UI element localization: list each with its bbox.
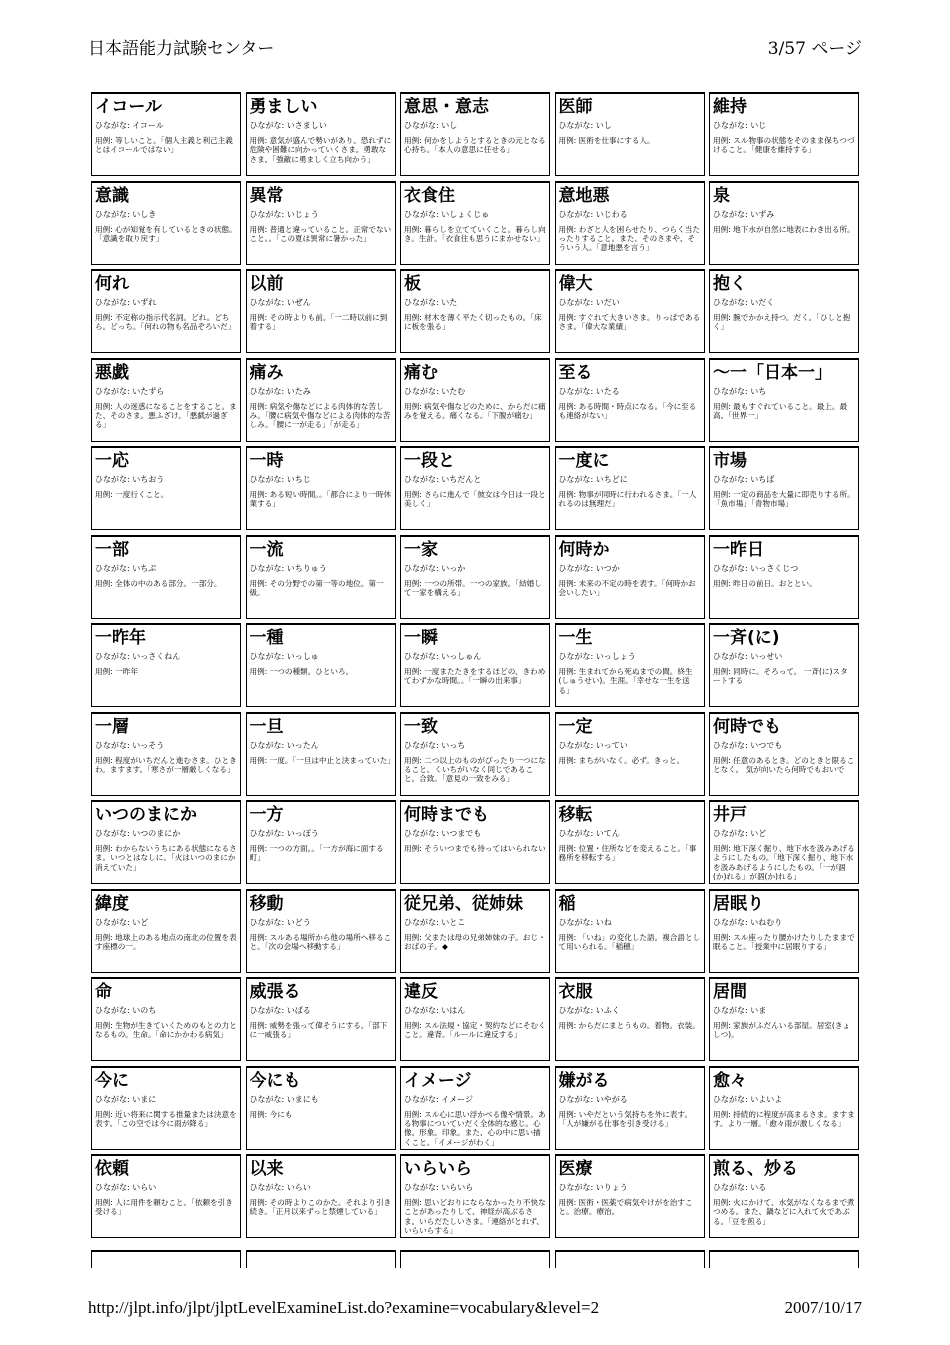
entry-word: 痛む [404, 362, 438, 383]
vocab-entry [246, 535, 396, 619]
vocab-entry [555, 712, 705, 796]
entry-reading: ひながな: いち [713, 386, 767, 396]
vocab-entry [555, 446, 705, 530]
entry-reading: ひながな: いずれ [95, 298, 157, 307]
entry-example: 用例: その分野での第一等の地位。第一級。 [249, 578, 384, 597]
entry-word: 一層 [95, 716, 129, 737]
entry-word: イコール [95, 97, 162, 117]
entry-reading: ひながな: いまにも [249, 1094, 319, 1104]
entry-reading: ひながな: いだい [558, 298, 620, 307]
entry-example: 用例: スル心に思い浮かべる像や情景。ある物事についていだく全体的な感じ。心像。形象。印象。また、心の中に思い描くこと。「イメージがわく」 [404, 1109, 546, 1147]
entry-word: 抱く [713, 274, 747, 294]
vocab-entry [400, 1066, 550, 1150]
entry-word: 異常 [249, 185, 284, 206]
entry-reading: ひながな: いた [404, 298, 458, 307]
entry-word: 以前 [249, 274, 284, 294]
vocab-entry [246, 269, 396, 353]
entry-example: 用例: 人に用件を頼むこと。「依頼を引き受ける」 [95, 1198, 233, 1217]
entry-reading: ひながな: いっち [404, 740, 466, 750]
entry-word: 今にも [249, 1070, 301, 1091]
entry-reading: ひながな: いらいら [404, 1183, 474, 1192]
vocab-entry [91, 535, 241, 619]
vocab-entry [246, 92, 396, 176]
entry-reading: ひながな: いしき [95, 209, 157, 219]
entry-reading: ひながな: いじょう [249, 209, 319, 219]
vocab-entry [555, 1066, 705, 1150]
vocab-entry [709, 181, 859, 265]
entry-reading: ひながな: いっぽう [249, 829, 319, 838]
cell-edge [246, 1250, 396, 1268]
entry-word: いらいら [404, 1159, 472, 1179]
vocab-entry [555, 269, 705, 353]
entry-example: 用例: 普通と違っていること。正常でないこと。。「この夏は異常に暑かった」 [249, 224, 392, 243]
entry-example: 用例: 近い将来に関する推量または決意を表す。「この空では今に雨が降る」 [95, 1109, 237, 1128]
entry-word: 一瞬 [404, 628, 438, 648]
entry-word: 衣服 [558, 982, 593, 1002]
source-url: http://jlpt.info/jlpt/jlptLevelExamineList.do?examine=vocabulary&level=2 [88, 1298, 600, 1317]
entry-reading: ひながな: いちじ [249, 475, 311, 484]
entry-reading: ひながな: いっそう [95, 740, 165, 750]
entry-example: 用例: 物事が同時に行われるさま。「一人れるのは無理だ」 [558, 490, 697, 509]
entry-reading: ひながな: いね [558, 917, 612, 927]
vocab-entry [400, 800, 550, 884]
cell-edge [555, 1250, 705, 1268]
cell-edge [400, 1250, 550, 1268]
vocab-entry [246, 358, 396, 442]
vocab-entry [246, 1066, 396, 1150]
entry-example: 用例: 等しいこと。「個人主義と利己主義とはイコールではない」 [95, 136, 233, 155]
cell-edge [709, 1250, 859, 1268]
entry-word: 一昨年 [95, 628, 146, 648]
entry-word: 一致 [404, 716, 438, 737]
entry-word: 意識 [95, 185, 129, 206]
entry-example: 用例: 最もすぐれていること。最上。最高。「世界一」 [713, 401, 848, 420]
entry-reading: ひながな: いはん [404, 1006, 466, 1015]
entry-example: 用例: わざと人を困らせたり、つらく当たったりすること。また、そのさまや、そういう人。「意地悪を言う」 [558, 224, 700, 253]
entry-word: 居間 [713, 982, 747, 1002]
entry-example: 用例: からだにまとうもの。着物。衣装。 [558, 1021, 700, 1030]
entry-example: 用例: 一度またたきをするほどの、きわめてわずかな時間。。「一瞬の出来事」 [404, 667, 546, 686]
entry-example: 用例: 何かをしようとするときの元となる心持ち。「本人の意思に任せる」 [404, 136, 546, 155]
entry-example: 用例: 腕でかかえ持つ。だく。「ひしと抱く」 [713, 313, 851, 332]
entry-reading: ひながな: いまに [95, 1094, 157, 1104]
entry-reading: ひながな: いっさくじつ [713, 563, 799, 573]
entry-word: 悪戯 [95, 362, 129, 383]
entry-example: 用例: 意気が盛んで勢いがあり、恐れずに危険や困難に向かっていくさま。勇敢なさま。「強敵に勇ましく立ち向かう」 [249, 136, 392, 164]
entry-reading: ひながな: イコール [95, 121, 164, 130]
entry-word: 愈々 [713, 1070, 747, 1091]
vocab-entry [709, 269, 859, 353]
entry-reading: ひながな: いだく [713, 298, 775, 307]
entry-word: 一斉(に) [713, 628, 780, 648]
entry-example: 用例: 今にも [249, 1109, 293, 1119]
entry-example: 用例: 威勢を張って偉そうにする。「部下に一威張る」 [249, 1021, 388, 1040]
vocab-entry [555, 92, 705, 176]
entry-example: 用例: 全体の中のある部分。一部分。 [95, 578, 222, 588]
vocab-entry [555, 181, 705, 265]
entry-reading: ひながな: いちぶ [95, 563, 157, 573]
entry-example: 用例: 医術・医薬で病気やけがを治すこと。治療。療治。 [558, 1198, 693, 1217]
entry-reading: ひながな: いちおう [95, 475, 165, 484]
entry-word: 井戸 [713, 805, 747, 825]
entry-example: 用例: 地下深く掘り、地下水を汲みあげるようにしたもの。「地下深く掘り、地下水を汲みあげるようにしたもの。「一が涸(か)れる」が涸(か)れる」 [713, 844, 855, 882]
entry-word: 偉大 [558, 274, 593, 294]
entry-word: 何時でも [713, 716, 781, 737]
vocab-entry [246, 977, 396, 1061]
vocab-entry [91, 92, 241, 176]
vocab-entry [400, 535, 550, 619]
entry-example: 用例: その時よりこのかた。それより引き続き。「正月以来ずっと禁煙している」 [249, 1198, 392, 1217]
entry-word: 従兄弟、従姉妹 [404, 893, 523, 914]
entry-word: イメージ [404, 1070, 472, 1091]
entry-word: 一流 [249, 539, 284, 560]
entry-reading: ひながな: いらい [95, 1183, 157, 1192]
entry-word: 市場 [713, 451, 747, 471]
vocab-entry [555, 977, 705, 1061]
entry-reading: ひながな: いどう [249, 917, 311, 927]
entry-example: 用例: 暮らしを立てていくこと。暮らし向き。生計。「衣食住も思うにまかせない」 [404, 224, 546, 243]
entry-reading: ひながな: いつまでも [404, 829, 482, 838]
entry-reading: ひながな: いちどに [558, 475, 628, 484]
entry-word: 煎る、炒る [713, 1159, 798, 1179]
vocab-entry [709, 92, 859, 176]
entry-reading: ひながな: いふく [558, 1006, 620, 1015]
entry-word: 命 [95, 982, 112, 1002]
entry-reading: ひながな: いじわる [558, 209, 628, 219]
vocabulary-grid [91, 92, 859, 1238]
vocab-entry [91, 889, 241, 973]
vocab-entry [400, 446, 550, 530]
entry-example: 用例: いやだという気持ちを外に表す。「人が嫌がる仕事を引き受ける」 [558, 1109, 692, 1128]
entry-reading: ひながな: いやがる [558, 1094, 628, 1104]
entry-reading: ひながな: いらい [249, 1183, 311, 1192]
entry-reading: ひながな: いま [713, 1006, 767, 1015]
entry-example: 用例: 同時に。そろって。 一斉(に)スタートする [713, 667, 848, 686]
entry-example: 用例: そういつまでも待ってはいられない [404, 844, 546, 853]
entry-word: 医師 [558, 97, 593, 117]
entry-example: 用例: 一度行くこと。 [95, 490, 169, 499]
entry-reading: ひながな: いっさくねん [95, 652, 181, 661]
entry-word: 一段と [404, 451, 455, 471]
vocab-entry [91, 358, 241, 442]
entry-reading: ひながな: いちりゅう [249, 563, 327, 573]
entry-example: 用例: わからないうちにある状態になるさま。いつとはなしに。「火はいつのまにか消えていた」 [95, 844, 237, 872]
entry-reading: ひながな: いてん [558, 829, 620, 838]
entry-word: 一方 [249, 805, 284, 825]
vocab-entry [400, 92, 550, 176]
entry-word: ～一「日本一」 [713, 362, 832, 383]
vocab-entry [400, 623, 550, 707]
entry-word: 意思・意志 [404, 97, 489, 117]
entry-reading: ひながな: いつか [558, 563, 620, 573]
entry-reading: ひながな: いたずら [95, 386, 165, 396]
entry-word: 一昨日 [713, 539, 764, 560]
entry-example: 用例: 家族がふだんいる部屋。居室(きょしつ)。 [713, 1021, 851, 1040]
entry-example: 用例: スルある場所から他の場所へ移ること。「次の会場へ移動する」 [249, 932, 392, 951]
entry-example: 用例: 一つの種類。ひといろ。 [249, 667, 354, 676]
entry-reading: ひながな: いりょう [558, 1183, 628, 1192]
vocab-entry [91, 977, 241, 1061]
entry-reading: ひながな: いってい [558, 740, 628, 750]
entry-word: 何れ [95, 274, 129, 294]
entry-word: 一定 [558, 716, 593, 737]
entry-word: 威張る [249, 982, 301, 1002]
entry-reading: ひながな: いよいよ [713, 1094, 783, 1104]
vocab-entry [91, 446, 241, 530]
vocab-entry [555, 1154, 705, 1238]
entry-example: 用例: 一つの所帯。一つの家族。「結婚して一家を構える」 [404, 578, 542, 597]
entry-example: 用例: 思いどおりにならなかったり不快なことがあったりして、神経が高ぶるさま。いらだたしいさま。「連絡がとれず、いらいらする」 [404, 1198, 546, 1236]
entry-reading: ひながな: いど [95, 917, 149, 927]
entry-reading: ひながな: いずみ [713, 209, 775, 219]
vocab-entry [400, 181, 550, 265]
vocab-entry [555, 535, 705, 619]
entry-example: 用例: 病気や傷などのために、からだに痛みを覚える。痛くなる。「下腹が痛む」 [404, 401, 546, 420]
entry-word: 居眠り [713, 893, 764, 914]
entry-reading: ひながな: いつでも [713, 740, 783, 750]
entry-reading: ひながな: いっか [404, 563, 466, 573]
entry-example: 用例: さらに進んで「彼女は今日は一段と美しく」 [404, 490, 546, 509]
vocab-entry [709, 977, 859, 1061]
entry-reading: ひながな: いとこ [404, 917, 466, 927]
vocab-entry [555, 358, 705, 442]
entry-example: 用例: 人の迷惑になることをすること。また、そのさま。悪ふざけ。「悪戯が過ぎる」 [95, 401, 237, 430]
next-row-edge [91, 1250, 859, 1268]
page-number: 3/57 ページ [767, 39, 862, 59]
entry-reading: ひながな: いっしゅん [404, 652, 482, 661]
vocab-entry [91, 623, 241, 707]
entry-word: 今に [95, 1070, 129, 1091]
entry-example: 用例: 一つの方面。。「一方が海に面する町」 [249, 844, 384, 863]
entry-word: 一度に [558, 451, 610, 471]
entry-word: 一家 [404, 539, 438, 560]
vocab-entry [709, 800, 859, 884]
vocab-entry [400, 889, 550, 973]
vocab-entry [246, 181, 396, 265]
vocab-entry [555, 889, 705, 973]
entry-reading: ひながな: いる [713, 1183, 767, 1192]
entry-example: 用例: 生まれてから死ぬまでの間。終生(しゅうせい)。生涯。「幸せな一生を送る」 [558, 667, 693, 695]
entry-word: 泉 [713, 185, 730, 206]
entry-word: 一生 [558, 628, 593, 648]
site-title: 日本語能力試験センター [88, 39, 275, 59]
vocab-entry [246, 889, 396, 973]
vocab-entry [246, 446, 396, 530]
entry-word: 一応 [95, 451, 129, 471]
entry-reading: ひながな: いたむ [404, 386, 466, 396]
entry-example: 用例: 程度がいちだんと進むさま。ひときわ。ますます。「寒さが一層厳しくなる」 [95, 755, 237, 774]
entry-reading: ひながな: いし [558, 121, 612, 130]
entry-reading: ひながな: いさましい [249, 121, 327, 130]
vocab-entry [91, 269, 241, 353]
vocab-entry [709, 358, 859, 442]
vocab-entry [555, 623, 705, 707]
entry-word: 一種 [249, 628, 284, 648]
print-date: 2007/10/17 [784, 1298, 862, 1317]
entry-word: 衣食住 [404, 185, 455, 206]
entry-reading: ひながな: いちば [713, 475, 775, 484]
entry-word: 嫌がる [558, 1070, 610, 1091]
entry-example: 用例: 一定の商品を大量に即売りする所。「魚市場」「青物市場」 [713, 490, 855, 509]
vocab-entry [400, 358, 550, 442]
vocab-entry [246, 800, 396, 884]
page-footer [88, 1298, 862, 1322]
entry-reading: ひながな: いっしゅ [249, 652, 319, 661]
entry-word: 一旦 [249, 716, 284, 737]
vocab-entry [91, 1066, 241, 1150]
vocab-entry [400, 269, 550, 353]
cell-edge [91, 1250, 241, 1268]
entry-word: 一時 [249, 451, 284, 471]
entry-example: 用例: 心が知覚を有しているときの状態。「意識を取り戻す」 [95, 224, 237, 243]
entry-example: 用例: 材木を薄く平たく切ったもの。「床に板を張る」 [404, 313, 542, 332]
entry-word: 依頼 [95, 1159, 129, 1179]
entry-word: 維持 [713, 97, 747, 117]
vocab-entry [709, 1066, 859, 1150]
entry-word: 稲 [558, 893, 576, 914]
entry-reading: ひながな: いたる [558, 386, 620, 396]
vocab-entry [709, 712, 859, 796]
entry-reading: ひながな: いじ [713, 121, 767, 130]
entry-word: 一部 [95, 539, 129, 560]
entry-reading: ひながな: いったん [249, 740, 319, 750]
entry-example: 用例: まちがいなく。必ず。きっと。 [558, 755, 685, 765]
entry-reading: ひながな: いし [404, 121, 458, 130]
vocab-entry [709, 623, 859, 707]
entry-reading: ひながな: いつのまにか [95, 829, 181, 838]
vocab-entry [400, 712, 550, 796]
vocab-entry [709, 535, 859, 619]
vocab-entry [709, 889, 859, 973]
vocab-entry [246, 623, 396, 707]
entry-example: 用例: 医術を仕事にする人。 [558, 136, 655, 145]
entry-reading: ひながな: いばる [249, 1006, 311, 1015]
entry-reading: ひながな: いしょくじゅ [404, 209, 490, 219]
entry-example: 用例: 地球上のある地点の南北の位置を表す座標の一。 [95, 932, 237, 951]
entry-example: 用例: 未来の不定の時を表す。「何時かお会いしたい」 [558, 578, 696, 597]
vocab-entry [246, 1154, 396, 1238]
entry-reading: ひながな: いちだんと [404, 475, 482, 484]
entry-example: 用例: 二つ以上のものがぴったり一つになること。くいちがいなく同じであること。合致。「意見の一致をみる」 [404, 755, 546, 784]
vocab-entry [555, 800, 705, 884]
entry-reading: ひながな: いど [713, 829, 767, 838]
entry-reading: ひながな: いのち [95, 1006, 157, 1015]
entry-example: 用例: ある短い時間。。「都合により一時休業する」 [249, 490, 392, 509]
entry-reading: ひながな: いっしょう [558, 652, 636, 661]
vocab-entry [709, 446, 859, 530]
entry-example: 用例: 位置・住所などを変えること。「事務所を移転する」 [558, 844, 697, 863]
entry-example: 用例: すぐれて大きいさま。りっぱであるさま。「偉大な業績」 [558, 313, 701, 332]
vocab-entry [400, 1154, 550, 1238]
entry-word: 何時か [558, 539, 610, 560]
entry-reading: ひながな: イメージ [404, 1094, 473, 1104]
entry-word: 緯度 [95, 893, 129, 914]
vocab-entry [91, 800, 241, 884]
entry-example: 用例: 病気や傷などによる肉体的な苦しみ。「腰に病気や傷などによる肉体的な苦しみ。「腰に一が走る」「が走る」 [249, 401, 391, 430]
entry-example: 用例: 不定称の指示代名詞。どれ。どちら。どっち。「何れの物も名品ぞろいだ」 [95, 313, 236, 332]
entry-word: 違反 [404, 982, 438, 1002]
entry-example: 用例: スル法規・協定・契約などにそむくこと。違背。「ルールに違反する」 [404, 1021, 546, 1040]
vocab-entry [709, 1154, 859, 1238]
entry-word: 移転 [558, 805, 593, 825]
entry-example: 用例: 火にかけて、水気がなくなるまで煮つめる。また、鍋などに入れて火であぶる。「豆を煎る」 [713, 1198, 855, 1226]
entry-example: 用例: ある時間・時点になる。「今に至るも連絡がない」 [558, 401, 697, 420]
entry-example: 用例: 任意のあるとき。どのときと限ることなく。 気が向いたら何時でもおいで [713, 755, 855, 774]
entry-word: 勇ましい [249, 97, 318, 117]
entry-example: 用例: 父または母の兄弟姉妹の子。おじ・おばの子。◆ [404, 932, 546, 951]
entry-example: 用例: 「いね」の変化した語。複合語として用いられる。「稲穂」 [558, 932, 701, 951]
entry-word: 痛み [249, 362, 284, 383]
vocab-entry [246, 712, 396, 796]
entry-reading: ひながな: いぜん [249, 298, 311, 307]
entry-example: 用例: その時よりも前。「一二時以前に到着する」 [249, 313, 388, 332]
vocab-entry [91, 712, 241, 796]
entry-word: 板 [404, 274, 421, 294]
vocab-entry [91, 181, 241, 265]
entry-word: 至る [558, 362, 593, 383]
entry-example: 用例: 生物が生きていくためのもとの力となるもの。生命。「命にかかわる病気」 [95, 1021, 237, 1040]
entry-reading: ひながな: いたみ [249, 386, 311, 396]
entry-word: 意地悪 [558, 185, 610, 206]
entry-example: 用例: スル物事の状態をそのまま保ちつづけること。「健康を維持する」 [713, 136, 855, 155]
entry-example: 用例: 持続的に程度が高まるさま。ますます。より一層。「愈々雨が激しくなる」 [713, 1109, 855, 1128]
entry-example: 用例: 一度。「一旦は中止と決まっていた」 [249, 755, 395, 765]
entry-example: 用例: スル座ったり腰かけたりしたままで眠ること。「授業中に居眠りする」 [713, 932, 855, 951]
entry-word: 移動 [249, 893, 284, 914]
entry-reading: ひながな: いねむり [713, 917, 783, 927]
entry-example: 用例: 地下水が自然に地表にわき出る所。 [713, 224, 855, 234]
entry-example: 用例: 昨日の前日。おととい。 [713, 578, 817, 588]
entry-example: 用例: 一昨年 [95, 667, 138, 676]
vocab-entry [400, 977, 550, 1061]
entry-reading: ひながな: いっせい [713, 652, 783, 661]
vocab-entry [91, 1154, 241, 1238]
entry-word: 以来 [249, 1159, 284, 1179]
entry-word: 何時までも [404, 805, 489, 825]
entry-word: 医療 [558, 1159, 593, 1179]
entry-word: いつのまにか [95, 805, 197, 825]
page-header [88, 34, 862, 62]
